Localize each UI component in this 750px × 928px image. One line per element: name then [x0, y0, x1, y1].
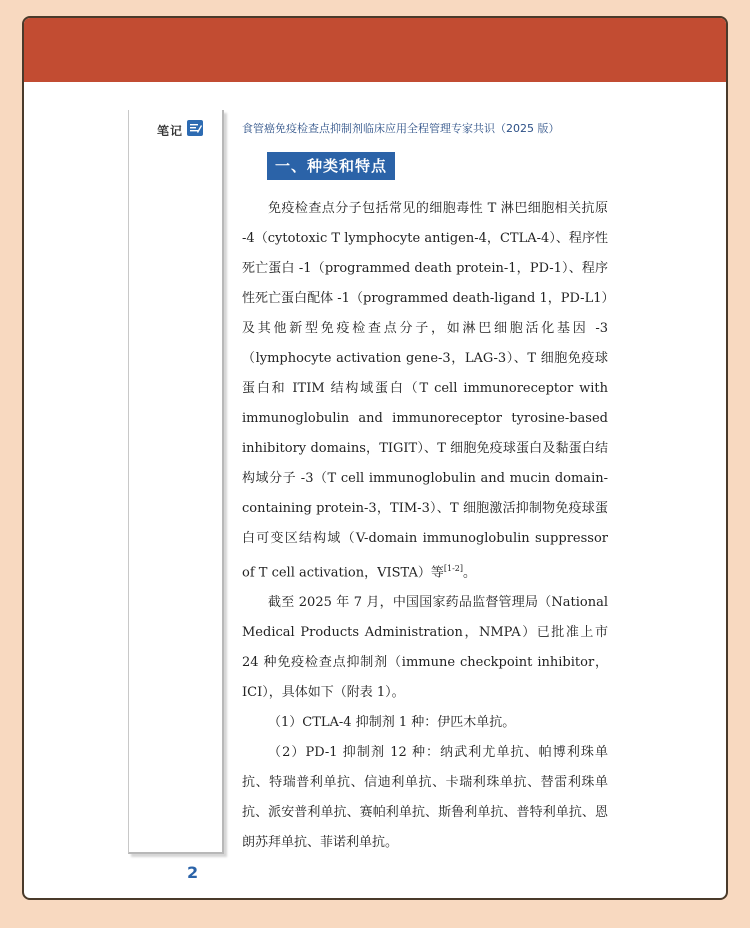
- paragraph-text: 免疫检查点分子包括常见的细胞毒性 T 淋巴细胞相关抗原 -4（cytotoxic T lymphocyte antigen-4，CTLA-4）、程序性死亡蛋白 -1（programmed death protein-1，PD-1）、程序性死亡蛋白配体 -1（programmed death-ligand 1，PD-L1）及其他新型免疫检查点分子，如淋巴细胞活化基因 -3（lymphocyte activation gene-3，LAG-3）、T 细胞免疫球蛋白和 ITIM 结构域蛋白（T cell immunoreceptor with immunoglobulin and immunoreceptor tyrosine-based inhibitory domains，TIGIT）、T 细胞免疫球蛋白及黏蛋白结构域分子 -3（T cell immunoglobulin and mucin domain-containing protein-3，TIM-3）、T 细胞激活抑制物免疫球蛋白可变区结构域（V-domain immunoglobulin suppressor of T cell activation，VISTA）等: [242, 201, 608, 581]
- top-banner: [24, 18, 726, 82]
- paragraph-checkpoint-molecules: [242, 194, 608, 588]
- notes-label: 笔记: [157, 124, 184, 138]
- paragraph-nmpa-approval: 截至 2025 年 7 月，中国国家药品监督管理局（National Medical Products Administration，NMPA）已批准上市 24 种免疫检查点抑制剂（immune checkpoint inhibitor，ICI），具体如下（附表 1）。: [242, 595, 608, 701]
- section-heading: 一、种类和特点: [267, 152, 395, 180]
- page-frame: [22, 16, 728, 900]
- paragraph-end-mark: 。: [463, 565, 477, 581]
- notebook-pencil-icon: [187, 120, 203, 136]
- citation: [1-2]: [443, 564, 463, 573]
- running-head: 食管癌免疫检查点抑制剂临床应用全程管理专家共识（2025 版）: [242, 122, 560, 135]
- page-number: 2: [187, 863, 199, 882]
- body-text: [242, 194, 608, 858]
- notes-sidebar: [128, 110, 224, 854]
- list-item-pd1: （2）PD-1 抑制剂 12 种：纳武利尤单抗、帕博利珠单抗、特瑞普利单抗、信迪利单抗、卡瑞利珠单抗、替雷利珠单抗、派安普利单抗、赛帕利单抗、斯鲁利单抗、普特利单抗、恩朗苏拜单抗、菲诺利单抗。: [242, 745, 608, 851]
- list-item-ctla4: （1）CTLA-4 抑制剂 1 种：伊匹木单抗。: [268, 715, 516, 731]
